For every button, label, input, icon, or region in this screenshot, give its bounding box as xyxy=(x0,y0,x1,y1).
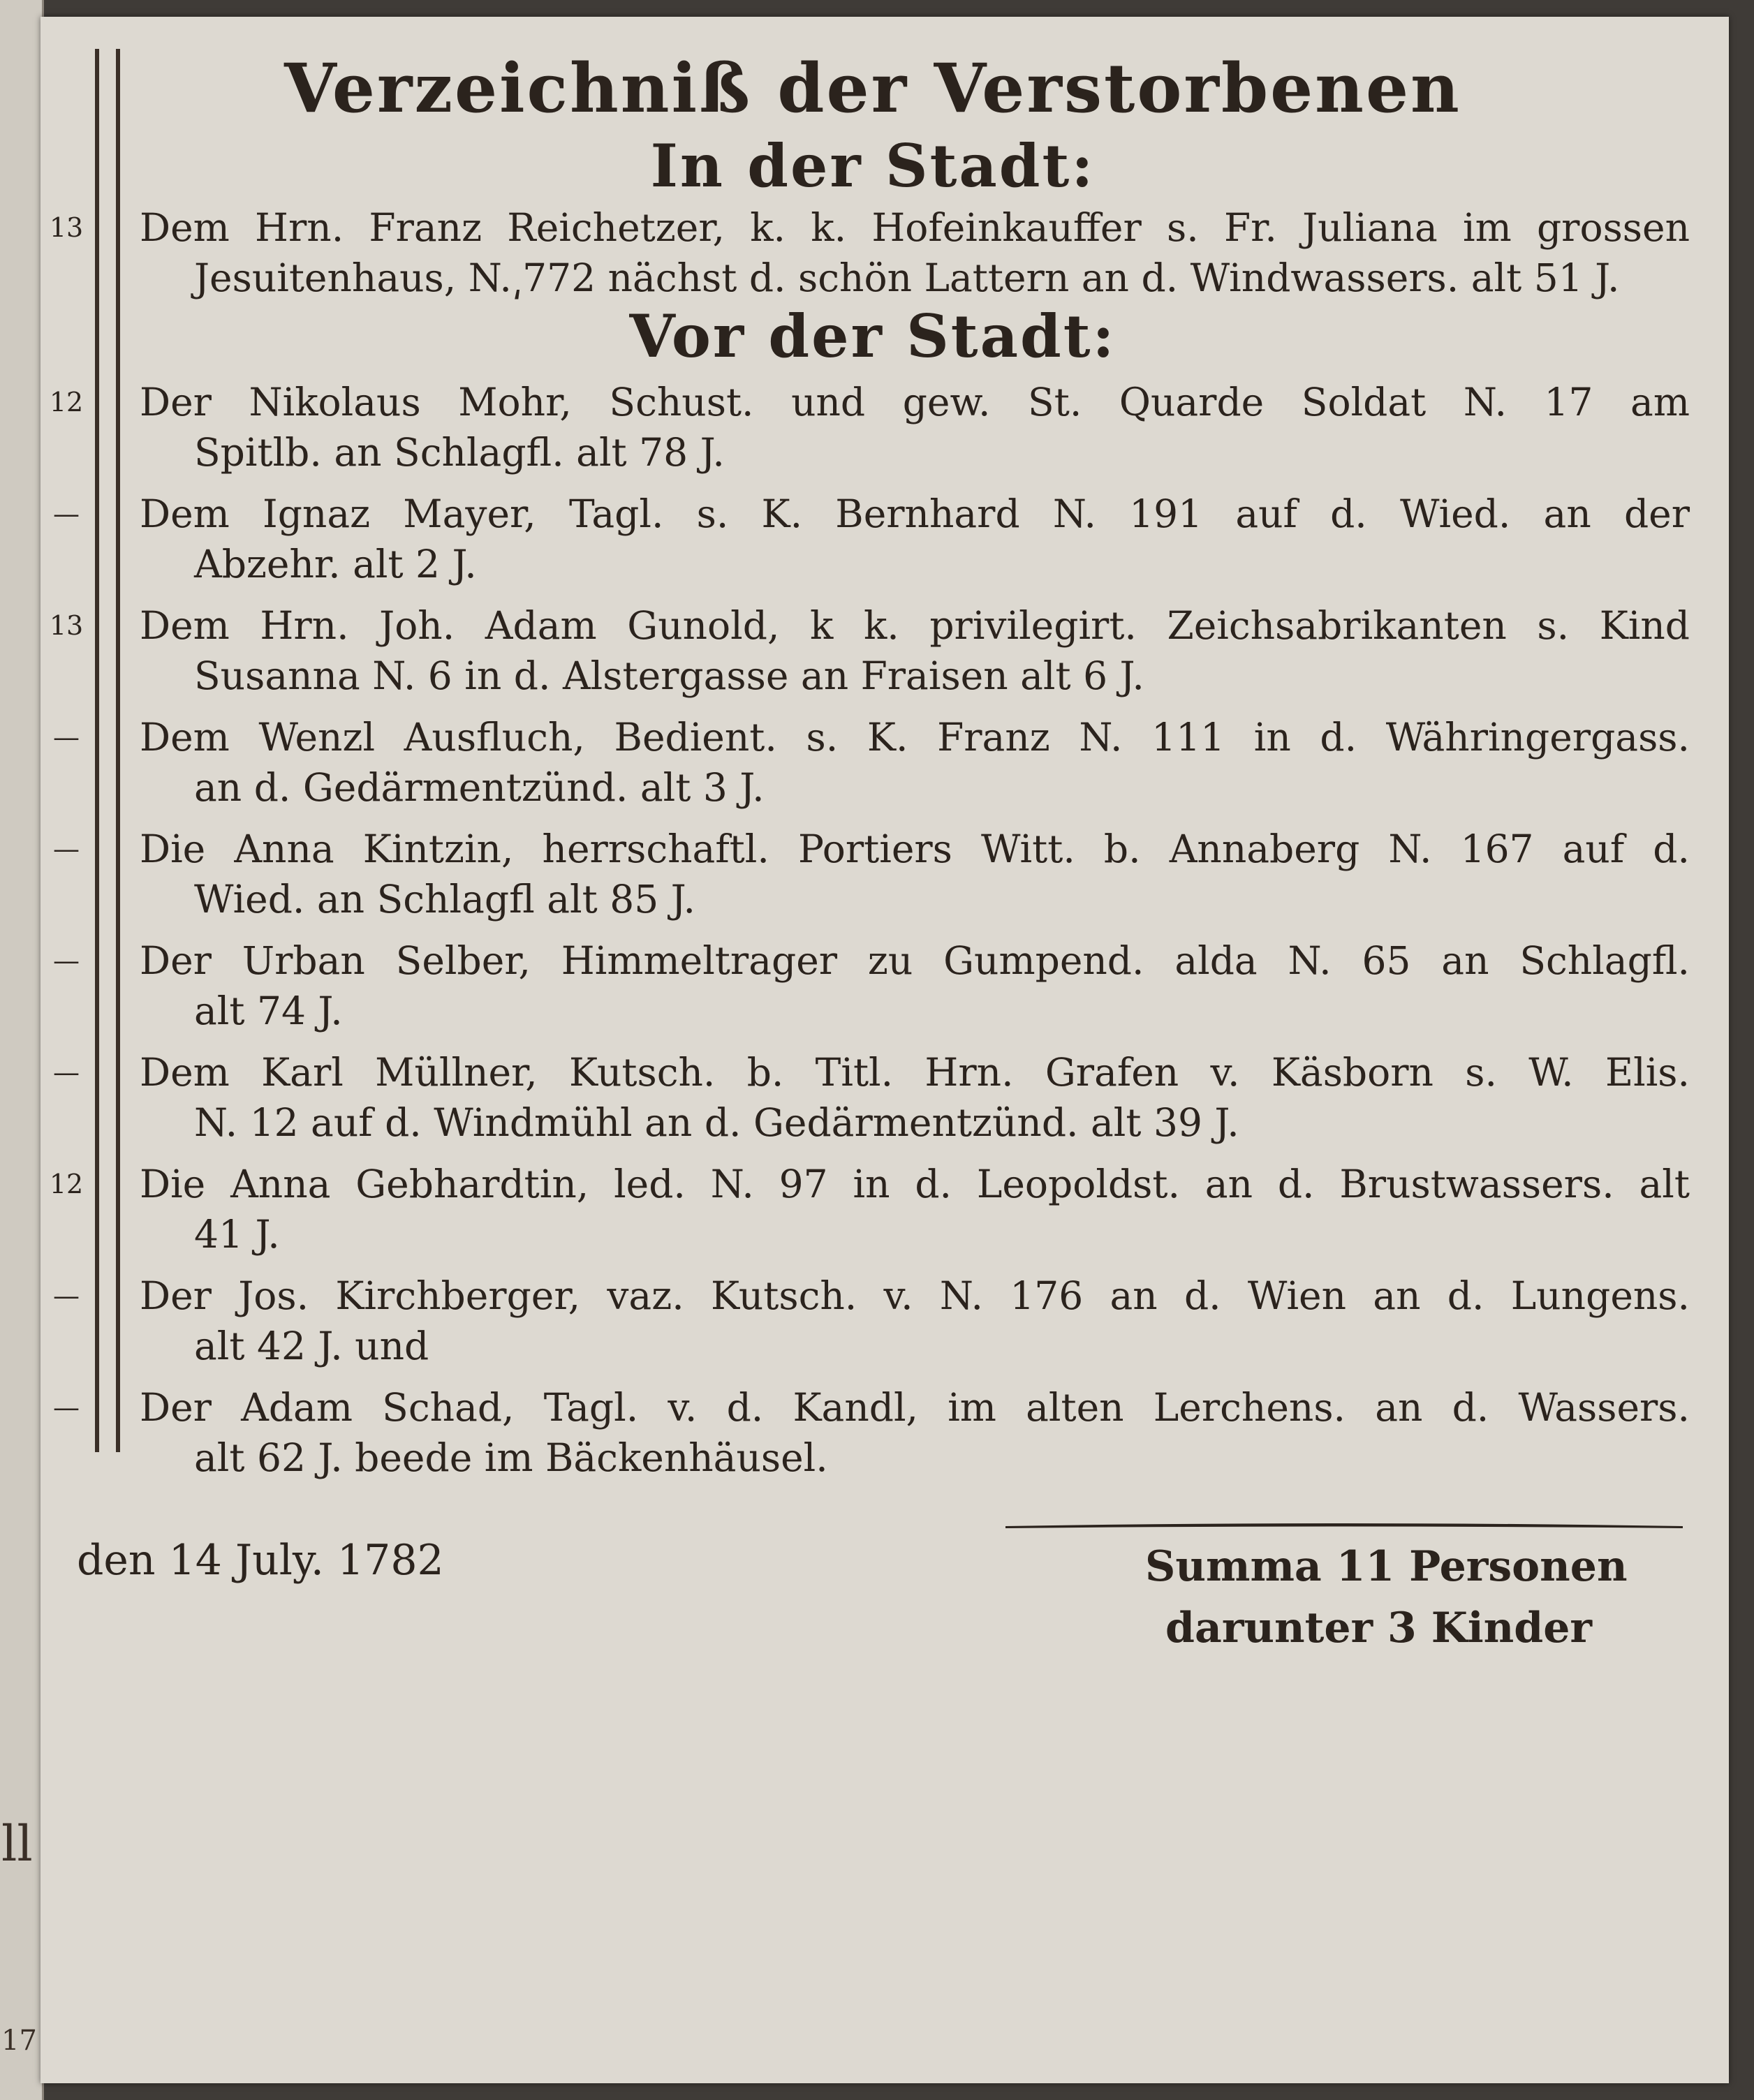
day-mark: 12 xyxy=(49,1169,84,1199)
entry-line-1: Der Urban Selber, Himmeltrager zu Gumpend. alda N. 65 an Schlagfl. xyxy=(140,938,1690,983)
day-mark: — xyxy=(53,1280,80,1311)
register-entry xyxy=(140,712,1690,813)
entry-line-2: Wied. an Schlagfl alt 85 J. xyxy=(194,877,695,922)
day-mark: — xyxy=(53,498,80,529)
summary-rule xyxy=(1005,1522,1683,1529)
entry-line-1: Dem Wenzl Ausfluch, Bedient. s. K. Franz N. 111 in d. Währingergass. xyxy=(140,715,1690,760)
day-mark: — xyxy=(53,945,80,976)
entry-line-1: Die Anna Kintzin, herrschaftl. Portiers Witt. b. Annaberg N. 167 auf d. xyxy=(140,827,1690,871)
entry-line-2: an d. Gedärmentzünd. alt 3 J. xyxy=(194,765,765,810)
margin-fragment: ll xyxy=(1,1815,33,1872)
summary-persons: Summa 11 Personen xyxy=(1145,1542,1628,1591)
entry-line-1: Dem Ignaz Mayer, Tagl. s. K. Bernhard N. 191 auf d. Wied. an der xyxy=(140,491,1690,536)
summary-children: darunter 3 Kinder xyxy=(1165,1604,1592,1652)
day-mark: 13 xyxy=(49,212,84,243)
register-entry xyxy=(140,936,1690,1036)
section-heading-city: In der Stadt: xyxy=(650,131,1096,200)
entry-line-2: alt 62 J. beede im Bäckenhäusel. xyxy=(194,1435,828,1480)
page-title: Verzeichniß der Verstorbenen xyxy=(284,49,1461,128)
register-entry xyxy=(140,600,1690,701)
register-entry xyxy=(140,1271,1690,1371)
day-mark: 13 xyxy=(49,610,84,641)
entry-line-1: Die Anna Gebhardtin, led. N. 97 in d. Leopoldst. an d. Brustwassers. alt xyxy=(140,1162,1690,1206)
day-mark: — xyxy=(53,834,80,864)
summary-block xyxy=(1145,1536,1628,1659)
vertical-rule xyxy=(95,49,99,1452)
entry-line-1: Dem Karl Müllner, Kutsch. b. Titl. Hrn. Grafen v. Käsborn s. W. Elis. xyxy=(140,1050,1690,1095)
register-entry xyxy=(140,824,1690,924)
entry-line-1: Dem Hrn. Joh. Adam Gunold, k k. privilegirt. Zeichsabrikanten s. Kind xyxy=(140,603,1690,648)
entry-line-2: N. 12 auf d. Windmühl an d. Gedärmentzünd. alt 39 J. xyxy=(194,1100,1239,1145)
day-mark: 12 xyxy=(49,387,84,417)
entry-line-1: Dem Hrn. Franz Reichetzer, k. k. Hofeinkauffer s. Fr. Juliana im grossen xyxy=(140,205,1690,250)
entry-line-1: Der Nikolaus Mohr, Schust. und gew. St. Quarde Soldat N. 17 am xyxy=(140,380,1690,424)
day-mark: — xyxy=(53,1392,80,1423)
entry-line-2: Jesuitenhaus, N.͵772 nächst d. schön Lattern an d. Windwassers. alt 51 J. xyxy=(194,256,1620,300)
entry-line-2: Abzehr. alt 2 J. xyxy=(194,542,477,586)
day-mark: — xyxy=(53,722,80,753)
entry-line-2: 41 J. xyxy=(194,1212,280,1257)
entry-line-2: alt 74 J. xyxy=(194,989,343,1033)
entry-line-2: alt 42 J. und xyxy=(194,1324,429,1368)
entry-line-1: Der Jos. Kirchberger, vaz. Kutsch. v. N. 176 an d. Wien an d. Lungens. xyxy=(140,1273,1690,1318)
entry-line-2: Susanna N. 6 in d. Alstergasse an Fraisen alt 6 J. xyxy=(194,653,1144,698)
previous-page-edge xyxy=(0,0,44,2100)
register-entry xyxy=(140,489,1690,589)
entry-line-2: Spitlb. an Schlagfl. alt 78 J. xyxy=(194,430,725,475)
vertical-rule xyxy=(116,49,120,1452)
register-entry xyxy=(140,1047,1690,1148)
register-entry xyxy=(140,377,1690,478)
register-entry xyxy=(140,1382,1690,1483)
entry-line-1: Der Adam Schad, Tagl. v. d. Kandl, im alten Lerchens. an d. Wassers. xyxy=(140,1385,1690,1430)
register-entry xyxy=(140,1159,1690,1259)
day-mark: — xyxy=(53,1057,80,1088)
register-date: den 14 July. 1782 xyxy=(77,1536,444,1585)
register-entry xyxy=(140,202,1690,303)
margin-fragment: 17 xyxy=(1,2025,37,2057)
section-heading-outside: Vor der Stadt: xyxy=(629,302,1116,371)
